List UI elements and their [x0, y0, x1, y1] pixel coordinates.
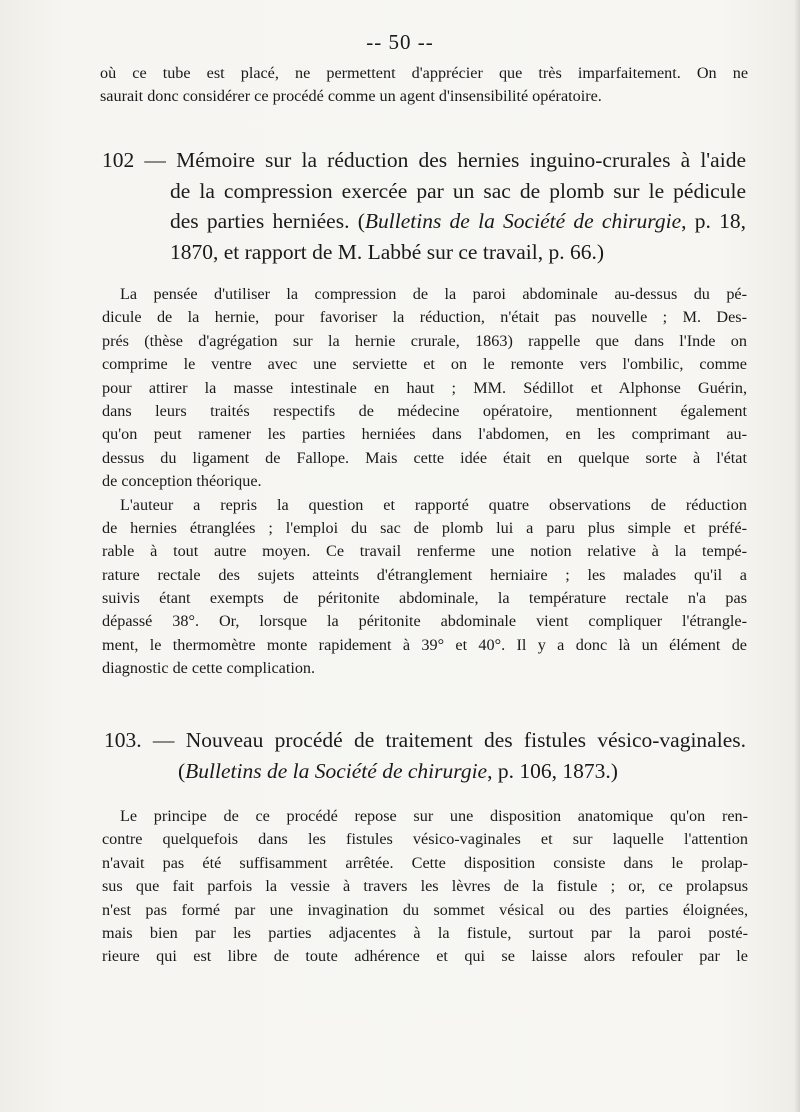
page-edge-shadow [794, 0, 800, 1112]
text-line: qu'on peut ramener les parties herniées dans l'abdomen, en les comprimant au- [102, 425, 747, 444]
text-line: de conception théorique. [102, 472, 262, 491]
text-line: saurait donc considérer ce procédé comme un agent d'insensibilité opératoire. [100, 87, 602, 106]
text-line: pour attirer la masse intestinale en haut ; MM. Sédillot et Alphonse Guérin, [102, 378, 747, 397]
text-line: rature rectale des sujets atteints d'étranglement herniaire ; les malades qu'il a [102, 565, 747, 584]
title-text: , p. 18, [681, 209, 746, 233]
entry-102-body [102, 283, 747, 681]
journal-title: Bulletins de la Société de chirurgie [185, 758, 488, 783]
text-line: rable à tout autre moyen. Ce travail renferme une notion relative à la tempé- [102, 542, 747, 561]
intro-paragraph [100, 62, 748, 109]
text-line: diagnostic de cette complication. [102, 659, 316, 678]
entry-103-title [104, 725, 746, 786]
title-line: 102 — Mémoire sur la réduction des hernies inguino-crurales à l'aide [102, 148, 746, 172]
text-line: L'auteur a repris la question et rapporté quatre observations de réduction [120, 495, 747, 514]
text-line: de hernies étranglées ; l'emploi du sac de plomb lui a paru plus simple et préfé- [102, 518, 747, 537]
text-line: dans leurs traités respectifs de médecine opératoire, mentionnent également [102, 401, 747, 420]
entry-102-title [102, 145, 746, 267]
journal-title: Bulletins de la Société de chirurgie [364, 209, 682, 233]
text-line: dépassé 38°. Or, lorsque la péritonite abdominale vient compliquer l'étrangle- [102, 612, 747, 631]
title-text: , p. 106, 1873.) [487, 758, 618, 783]
text-line: Le principe de ce procédé repose sur une disposition anatomique qu'on ren- [120, 807, 748, 825]
text-line: où ce tube est placé, ne permettent d'apprécier que très imparfaitement. On ne [100, 64, 748, 82]
text-line: dessus du ligament de Fallope. Mais cette idée était en quelque sorte à l'état [102, 448, 747, 467]
text-line: n'avait pas été suffisamment arrêtée. Cette disposition consiste dans le prolap- [102, 853, 748, 872]
text-line: suivis étant exempts de péritonite abdominale, la température rectale n'a pas [102, 589, 747, 608]
title-line: 103. — Nouveau procédé de traitement des fistules vésico-vaginales. [104, 728, 746, 752]
text-line: sus que fait parfois la vessie à travers les lèvres de la fistule ; or, ce prolapsus [102, 877, 748, 896]
page-number: -- 50 -- [366, 30, 434, 54]
text-line: comprime le ventre avec une serviette et on le remonte vers l'ombilic, comme [102, 355, 747, 374]
title-text: des parties herniées. ( [170, 209, 365, 233]
text-line: La pensée d'utiliser la compression de la paroi abdominale au-dessus du pé- [120, 285, 747, 303]
title-line [104, 756, 746, 787]
text-line: rieure qui est libre de toute adhérence et qui se laisse alors refouler par le [102, 947, 748, 966]
text-line: contre quelquefois dans les fistules vésico-vaginales et sur laquelle l'attention [102, 830, 748, 849]
text-line: prés (thèse d'agrégation sur la hernie crurale, 1863) rappelle que dans l'Inde on [102, 331, 747, 350]
text-line: ment, le thermomètre monte rapidement à 39° et 40°. Il y a donc là un élément de [102, 635, 747, 654]
title-text: ( [178, 758, 186, 783]
title-line [102, 206, 746, 237]
text-line: dicule de la hernie, pour favoriser la réduction, n'était pas nouvelle ; M. Des- [102, 308, 747, 327]
text-line: mais bien par les parties adjacentes à la fistule, surtout par la paroi posté- [102, 923, 748, 942]
title-line: 1870, et rapport de M. Labbé sur ce travail, p. 66.) [170, 239, 605, 264]
title-line: de la compression exercée par un sac de plomb sur le pédicule [170, 178, 746, 203]
text-line: n'est pas formé par une invagination du sommet vésical ou des parties éloignées, [102, 900, 748, 919]
entry-103-body [102, 805, 748, 969]
